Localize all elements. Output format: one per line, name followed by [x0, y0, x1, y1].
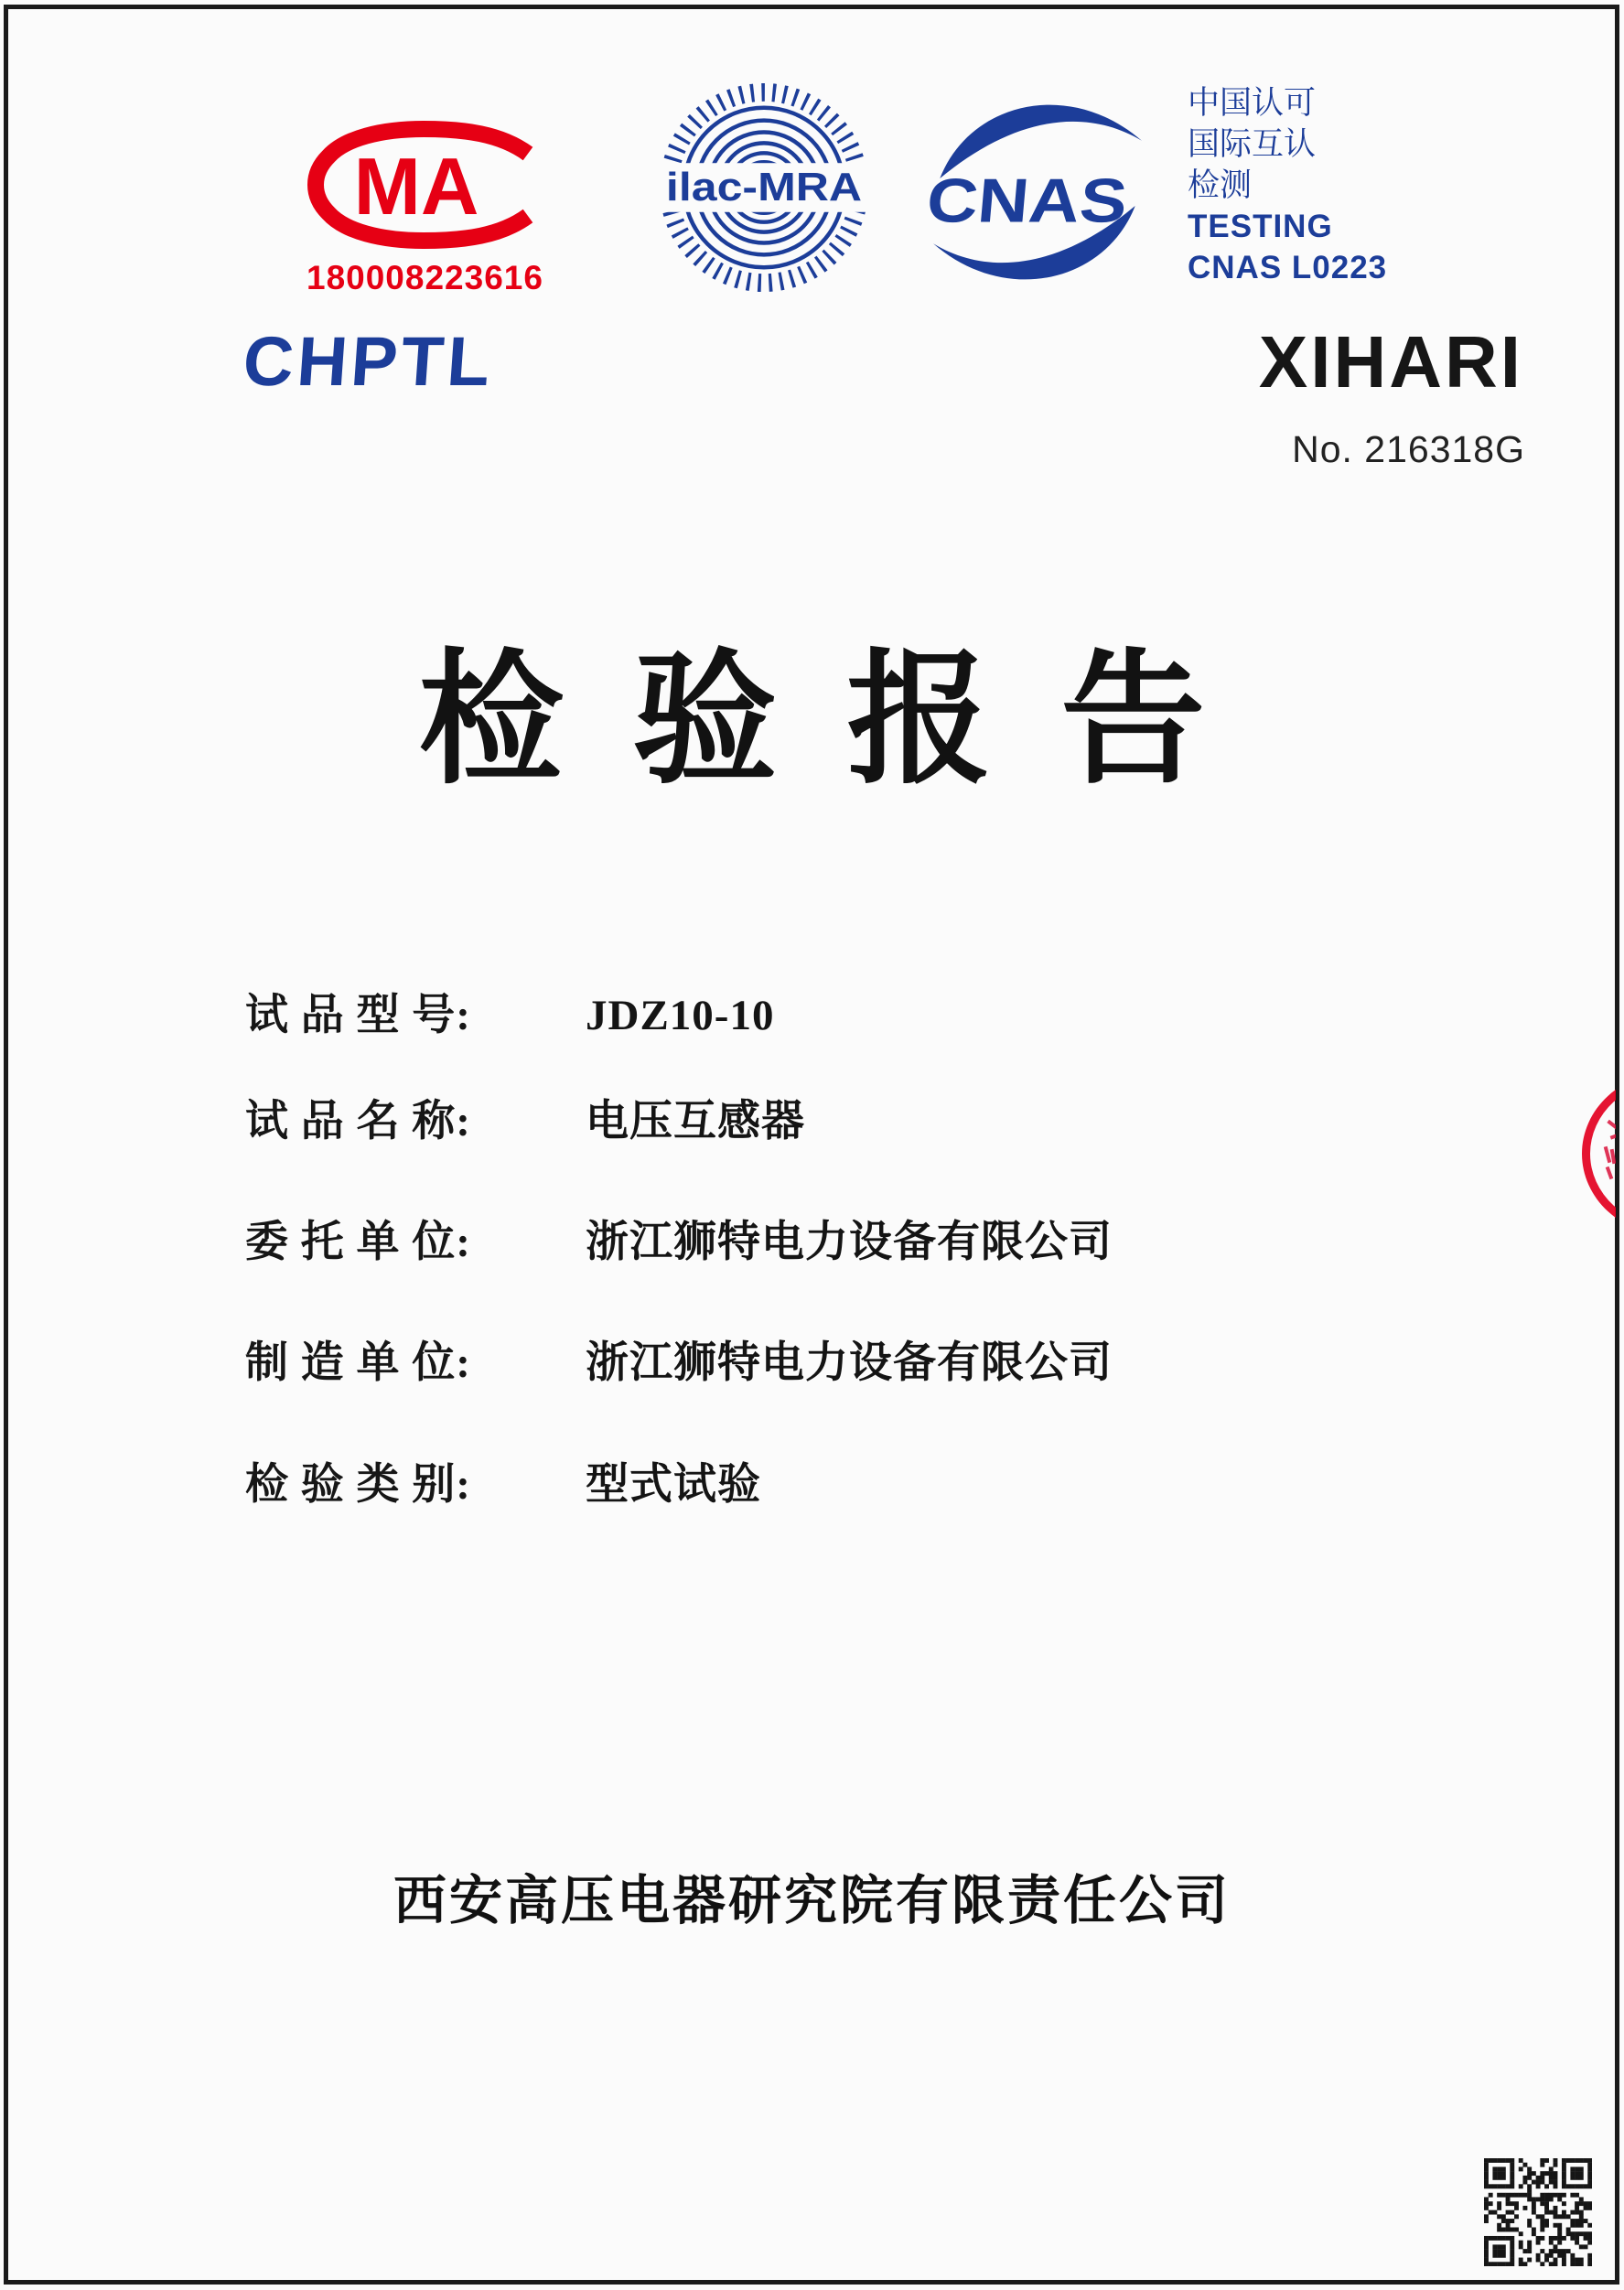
qr-code: [1484, 2158, 1592, 2266]
field-label: 试 品 型 号:: [245, 992, 471, 1039]
chptl-wordmark: CHPTL: [241, 323, 497, 401]
qr-code-icon: [1484, 2158, 1592, 2266]
cnas-swoosh-icon: [926, 86, 1149, 298]
cnas-line-4: TESTING: [1188, 209, 1333, 244]
field-label: 试 品 名 称:: [245, 1098, 471, 1145]
field-row-test-category: [245, 1450, 761, 1511]
ilac-mra-icon: [655, 79, 873, 296]
cnas-accreditation-text: [1188, 82, 1387, 288]
field-row-model: [245, 981, 774, 1042]
ilac-mra-logo: [655, 79, 873, 296]
cma-letters: MA: [353, 141, 479, 231]
field-label: 制 造 单 位:: [245, 1339, 471, 1387]
cma-logo: [307, 121, 541, 297]
document-title: 检 验 报 告: [418, 640, 1221, 801]
ilac-mra-label: ilac-MRA: [665, 165, 863, 210]
field-row-name: [245, 1087, 805, 1148]
cnas-line-1: 中国认可: [1188, 85, 1317, 121]
cma-number: 180008223616: [307, 259, 543, 296]
field-value: 浙江狮特电力设备有限公司: [586, 1339, 1113, 1387]
cma-mark-icon: [307, 121, 541, 249]
field-value: 电压互感器: [586, 1098, 805, 1145]
cnas-logo: [926, 86, 1149, 298]
field-row-manufacturer: [245, 1328, 1113, 1390]
field-value: 浙江狮特电力设备有限公司: [586, 1219, 1113, 1266]
field-label: 检 验 类 别:: [245, 1461, 471, 1509]
issuing-company: 西安高压电器研究院有限责任公司: [393, 1871, 1231, 1930]
field-row-client: [245, 1208, 1113, 1269]
cnas-line-2: 国际互认: [1188, 126, 1317, 162]
cnas-line-3: 检测: [1188, 167, 1253, 203]
xihari-wordmark: XIHARI: [1258, 321, 1523, 403]
report-number: No. 216318G: [1292, 428, 1525, 470]
field-value: 型式试验: [586, 1461, 761, 1509]
cnas-letters: CNAS: [926, 166, 1107, 236]
red-seal-partial: [1576, 1063, 1616, 1237]
field-value: JDZ10-10: [586, 992, 775, 1039]
cnas-line-5: CNAS L0223: [1188, 250, 1388, 285]
field-label: 委 托 单 位:: [245, 1219, 471, 1266]
